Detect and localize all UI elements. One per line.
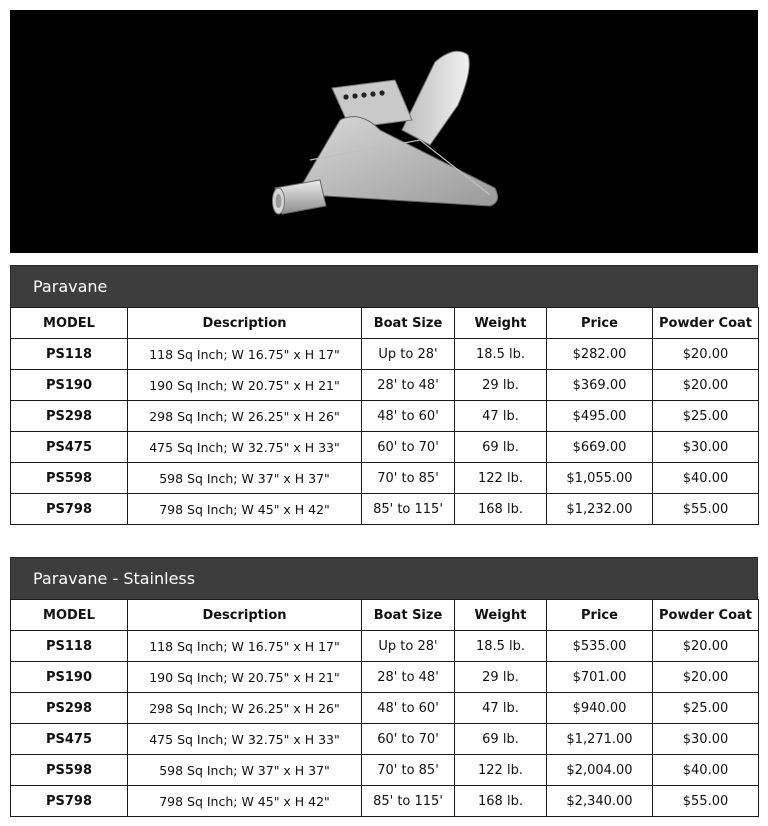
cell-powder-coat: $30.00 [653, 724, 759, 755]
cell-powder-coat: $55.00 [653, 786, 759, 817]
cell-price: $1,271.00 [547, 724, 653, 755]
cell-weight: 47 lb. [455, 693, 547, 724]
cell-description: 475 Sq Inch; W 32.75" x H 33" [128, 432, 362, 463]
col-header-boat-size: Boat Size [362, 308, 455, 339]
cell-weight: 29 lb. [455, 662, 547, 693]
cell-boat-size: 85' to 115' [362, 494, 455, 525]
cell-price: $369.00 [547, 370, 653, 401]
cell-boat-size: Up to 28' [362, 631, 455, 662]
cell-description: 798 Sq Inch; W 45" x H 42" [128, 494, 362, 525]
cell-description: 598 Sq Inch; W 37" x H 37" [128, 755, 362, 786]
cell-description: 598 Sq Inch; W 37" x H 37" [128, 463, 362, 494]
col-header-price: Price [547, 308, 653, 339]
paravane-stainless-price-table [10, 599, 759, 817]
cell-weight: 168 lb. [455, 494, 547, 525]
cell-price: $2,340.00 [547, 786, 653, 817]
cell-model: PS798 [11, 786, 128, 817]
table-row [11, 662, 759, 693]
cell-price: $1,232.00 [547, 494, 653, 525]
cell-model: PS798 [11, 494, 128, 525]
cell-boat-size: 28' to 48' [362, 662, 455, 693]
cell-model: PS598 [11, 463, 128, 494]
cell-price: $2,004.00 [547, 755, 653, 786]
paravane-stainless-table-section [10, 557, 758, 817]
cell-weight: 18.5 lb. [455, 631, 547, 662]
cell-model: PS118 [11, 631, 128, 662]
col-header-powder-coat: Powder Coat [653, 600, 759, 631]
cell-model: PS118 [11, 339, 128, 370]
table-row [11, 724, 759, 755]
col-header-description: Description [128, 308, 362, 339]
cell-weight: 18.5 lb. [455, 339, 547, 370]
col-header-description: Description [128, 600, 362, 631]
cell-powder-coat: $25.00 [653, 693, 759, 724]
table-title: Paravane - Stainless [10, 557, 758, 599]
paravane-table-section [10, 265, 758, 525]
cell-description: 798 Sq Inch; W 45" x H 42" [128, 786, 362, 817]
cell-price: $940.00 [547, 693, 653, 724]
cell-weight: 29 lb. [455, 370, 547, 401]
cell-price: $669.00 [547, 432, 653, 463]
col-header-model: MODEL [11, 308, 128, 339]
cell-description: 298 Sq Inch; W 26.25" x H 26" [128, 693, 362, 724]
table-row [11, 631, 759, 662]
cell-model: PS598 [11, 755, 128, 786]
cell-description: 298 Sq Inch; W 26.25" x H 26" [128, 401, 362, 432]
table-title: Paravane [10, 265, 758, 307]
table-row [11, 693, 759, 724]
cell-powder-coat: $40.00 [653, 755, 759, 786]
col-header-price: Price [547, 600, 653, 631]
cell-model: PS190 [11, 370, 128, 401]
cell-boat-size: 70' to 85' [362, 755, 455, 786]
cell-powder-coat: $55.00 [653, 494, 759, 525]
table-row [11, 432, 759, 463]
cell-price: $495.00 [547, 401, 653, 432]
cell-description: 475 Sq Inch; W 32.75" x H 33" [128, 724, 362, 755]
paravane-illustration [10, 10, 758, 253]
cell-boat-size: 48' to 60' [362, 693, 455, 724]
table-header-row [11, 600, 759, 631]
cell-weight: 69 lb. [455, 724, 547, 755]
table-row [11, 494, 759, 525]
cell-weight: 47 lb. [455, 401, 547, 432]
cell-description: 190 Sq Inch; W 20.75" x H 21" [128, 662, 362, 693]
col-header-powder-coat: Powder Coat [653, 308, 759, 339]
table-row [11, 463, 759, 494]
cell-weight: 122 lb. [455, 755, 547, 786]
col-header-boat-size: Boat Size [362, 600, 455, 631]
cell-model: PS298 [11, 401, 128, 432]
cell-powder-coat: $20.00 [653, 339, 759, 370]
cell-description: 190 Sq Inch; W 20.75" x H 21" [128, 370, 362, 401]
table-row [11, 786, 759, 817]
cell-weight: 69 lb. [455, 432, 547, 463]
table-row [11, 401, 759, 432]
cell-powder-coat: $30.00 [653, 432, 759, 463]
cell-price: $535.00 [547, 631, 653, 662]
cell-powder-coat: $40.00 [653, 463, 759, 494]
paravane-price-table [10, 307, 759, 525]
cell-powder-coat: $25.00 [653, 401, 759, 432]
cell-boat-size: 70' to 85' [362, 463, 455, 494]
table-row [11, 339, 759, 370]
cell-model: PS298 [11, 693, 128, 724]
table-row [11, 755, 759, 786]
col-header-weight: Weight [455, 308, 547, 339]
cell-boat-size: 48' to 60' [362, 401, 455, 432]
cell-weight: 168 lb. [455, 786, 547, 817]
cell-price: $1,055.00 [547, 463, 653, 494]
cell-boat-size: 60' to 70' [362, 432, 455, 463]
cell-boat-size: 60' to 70' [362, 724, 455, 755]
cell-description: 118 Sq Inch; W 16.75" x H 17" [128, 339, 362, 370]
cell-price: $282.00 [547, 339, 653, 370]
cell-powder-coat: $20.00 [653, 662, 759, 693]
cell-boat-size: 28' to 48' [362, 370, 455, 401]
cell-model: PS475 [11, 724, 128, 755]
cell-boat-size: 85' to 115' [362, 786, 455, 817]
cell-powder-coat: $20.00 [653, 631, 759, 662]
cell-model: PS190 [11, 662, 128, 693]
cell-description: 118 Sq Inch; W 16.75" x H 17" [128, 631, 362, 662]
cell-model: PS475 [11, 432, 128, 463]
col-header-weight: Weight [455, 600, 547, 631]
cell-boat-size: Up to 28' [362, 339, 455, 370]
cell-price: $701.00 [547, 662, 653, 693]
cell-weight: 122 lb. [455, 463, 547, 494]
table-row [11, 370, 759, 401]
table-header-row [11, 308, 759, 339]
cell-powder-coat: $20.00 [653, 370, 759, 401]
product-photo [10, 10, 758, 253]
col-header-model: MODEL [11, 600, 128, 631]
